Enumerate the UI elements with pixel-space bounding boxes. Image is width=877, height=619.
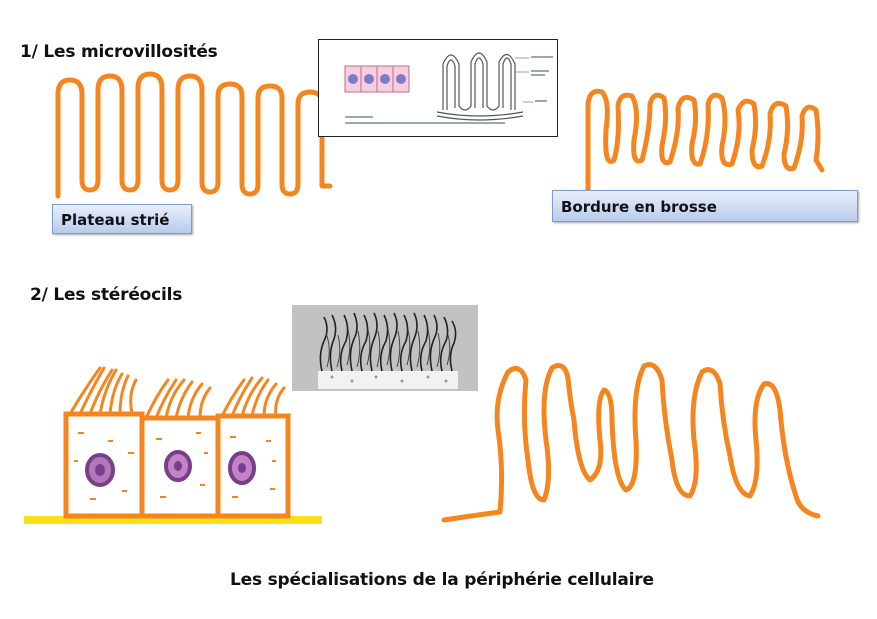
section-2-heading: 2/ Les stéréocils bbox=[30, 285, 183, 305]
plateau-strie-label: Plateau strié bbox=[52, 204, 192, 234]
plateau-strie-drawing bbox=[58, 74, 330, 196]
bordure-brosse-drawing bbox=[588, 91, 822, 190]
microscopy-figure-icon bbox=[319, 40, 557, 136]
stereocils-cells-drawing bbox=[24, 368, 322, 520]
nucleus-group bbox=[87, 452, 254, 485]
stereocilia-micrograph-icon bbox=[292, 305, 478, 391]
stereocils-wavy-drawing bbox=[444, 365, 818, 520]
bordure-brosse-label: Bordure en brosse bbox=[552, 190, 858, 222]
section-1-heading: 1/ Les microvillosités bbox=[20, 42, 218, 62]
figure-caption: Les spécialisations de la périphérie cellulaire bbox=[230, 570, 654, 590]
inset-figure bbox=[318, 39, 558, 137]
inset-micrograph bbox=[292, 305, 478, 391]
